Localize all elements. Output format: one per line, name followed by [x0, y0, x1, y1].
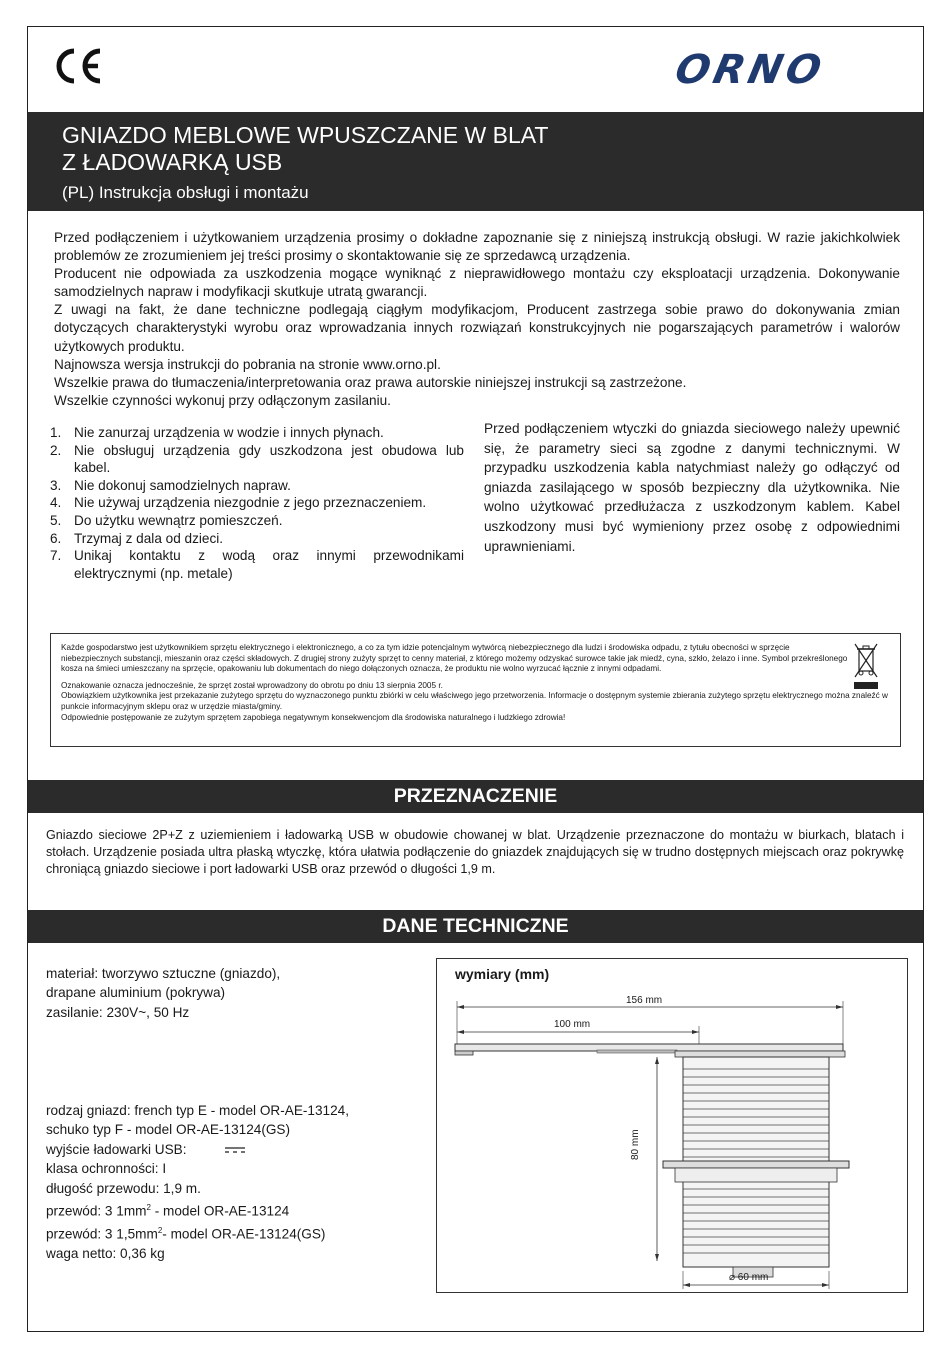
list-text: Trzymaj z dala od dzieci. [74, 530, 224, 546]
list-number: 2. [50, 442, 62, 458]
spec-wire-text: przewód: 3 1mm [46, 1203, 147, 1219]
list-item [50, 547, 464, 582]
list-text: Nie dokonuj samodzielnych napraw. [74, 477, 291, 493]
intro-text [54, 229, 900, 410]
intro-paragraph: Producent nie odpowiada za uszkodzenia mogące wyniknąć z nieprawidłowego montażu czy eksploatacji urządzenia. Dokonywanie samodzielnych napraw i modyfikacji skutkuje utratą gwarancji. [54, 266, 900, 300]
spec-weight: waga netto: 0,36 kg [46, 1245, 165, 1261]
list-item [50, 530, 464, 548]
intro-paragraph: Z uwagi na fakt, że dane techniczne podlegają ciągłym modyfikacjom, Producent zastrzega sobie prawo do dokonywania zmian dotyczących charakterystyki wyrobu oraz wprowadzania innych rozwiązań konstrukcyjnych nie pogarszających parametrów i walorów użytkowych produktu. [54, 302, 900, 354]
purpose-text: Gniazdo sieciowe 2P+Z z uziemieniem i ładowarką USB w obudowie chowanej w blat. Urządzenie przeznaczone do montażu w biurkach, blatach i stołach. Urządzenie posiada ultra płaską wtyczkę, która ułatwia podłączenie do gniazdek znajdujących się w trudno dostępnych miejscach oraz pokrywkę chroniącą gniazdo sieciowe i port ładowarki USB oraz przewód o długości 1,9 m. [46, 828, 904, 876]
list-item [50, 424, 464, 442]
weee-paragraph: Oznakowanie oznacza jednocześnie, że sprzęt został wprowadzony do obrotu po dniu 13 sierpnia 2005 r. [61, 680, 443, 690]
intro-paragraph: Przed podłączeniem i użytkowaniem urządzenia prosimy o dokładne zapoznanie się z niniejszą instrukcją obsługi. W razie jakichkolwiek problemów ze zrozumieniem jej treści prosimy o skontaktowanie się ze sprzedawcą urządzenia. [54, 230, 900, 264]
section-heading-specs: DANE TECHNICZNE [28, 910, 923, 943]
orno-logo: ORNO [671, 47, 830, 93]
specs-group-electrical [46, 1101, 349, 1263]
spec-cable-length: długość przewodu: 1,9 m. [46, 1180, 201, 1196]
superscript: 2 [157, 1225, 163, 1235]
weee-paragraph: Obowiązkiem użytkownika jest przekazanie zużytego sprzętu do wyznaczonego punktu zbiórki w celu właściwego jego przetworzenia. Informacje o dostępnym systemie zbierania zużytego sprzętu elektrycznego można znaleźć w punkcie informacyjnym sklepu oraz w urzędzie miasta/gminy. [61, 691, 888, 711]
spec-wire-1 [46, 1198, 349, 1221]
dimensions-title: wymiary (mm) [455, 966, 550, 982]
dimension-width-inner: 100 mm [554, 1019, 591, 1030]
spec-usb-output [46, 1140, 349, 1159]
intro-paragraph: Wszelkie czynności wykonuj przy odłączonym zasilaniu. [54, 392, 391, 408]
list-item [50, 442, 464, 477]
weee-notice-box [50, 633, 901, 747]
list-number: 1. [50, 425, 62, 440]
list-text: Nie zanurzaj urządzenia w wodzie i innych płynach. [74, 425, 384, 440]
spec-line: drapane aluminium (pokrywa) [46, 985, 226, 1001]
spec-socket-type: rodzaj gniazd: french typ E - model OR-AE-13124, [46, 1103, 349, 1118]
spec-protection-class: klasa ochronności: I [46, 1161, 167, 1177]
list-item [50, 512, 464, 530]
ce-mark-icon [50, 46, 105, 86]
list-number: 7. [50, 548, 62, 564]
title-line-1: GNIAZDO MEBLOWE WPUSZCZANE W BLAT [62, 122, 549, 148]
weee-paragraph: Każde gospodarstwo jest użytkownikiem sprzętu elektrycznego i elektronicznego, a co za tym idzie potencjalnym wytwórcą niebezpiecznego dla ludzi i środowiska odpadu, z tytułu obecności w sprzęcie niebezpiecznych substancji, mieszanin oraz części składowych. Z drugiej strony zużyty sprzęt to cenny materiał, z którego możemy odzyskać surowce takie jak miedź, cyna, szkło, żelazo i inne. Symbol przekreślonego kosza na śmieci umieszczany na sprzęcie, opakowaniu lub dokumentach do niego dołączonych oznacza, że produktu nie wolno wyrzucać łącznie z innymi odpadami. [61, 643, 848, 674]
intro-paragraph: Najnowsza wersja instrukcji do pobrania na stronie www.orno.pl. [54, 356, 441, 372]
specs-group-material [46, 964, 280, 1022]
weee-paragraph: Odpowiednie postępowanie ze zużytym sprzętem zapobiega negatywnym konsekwencjom dla środowiska naturalnego i ludzkiego zdrowia! [61, 712, 566, 722]
list-item [50, 477, 464, 495]
spec-line: materiał: tworzywo sztuczne (gniazdo), [46, 966, 281, 981]
list-number: 4. [50, 495, 62, 511]
weee-notice-text [61, 643, 889, 723]
list-number: 3. [50, 477, 62, 493]
dimension-drawing [437, 959, 907, 1292]
spec-socket-type: schuko typ F - model OR-AE-13124(GS) [46, 1122, 291, 1138]
spec-wire-text: - model OR-AE-13124(GS) [162, 1226, 326, 1242]
list-text: Do użytku wewnątrz pomieszczeń. [74, 512, 283, 528]
title-line-2: Z ŁADOWARKĄ USB [62, 149, 283, 175]
dimension-height: 80 mm [630, 1129, 641, 1160]
document-subtitle: (PL) Instrukcja obsługi i montażu [62, 183, 309, 202]
document-title [62, 122, 548, 176]
list-number: 6. [50, 530, 62, 546]
spec-line: zasilanie: 230V~, 50 Hz [46, 1004, 190, 1020]
safety-rules-list [50, 424, 464, 582]
list-item [50, 494, 464, 512]
intro-paragraph: Wszelkie prawa do tłumaczenia/interpretowania oraz prawa autorskie niniejszej instrukcji są zastrzeżone. [54, 374, 687, 390]
spec-wire-2 [46, 1221, 349, 1244]
spec-wire-text: przewód: 3 1,5mm [46, 1226, 158, 1242]
title-bar [28, 112, 923, 211]
dimension-diameter: ⌀ 60 mm [729, 1272, 769, 1283]
superscript: 2 [146, 1203, 151, 1213]
list-text: Nie obsługuj urządzenia gdy uszkodzona jest obudowa lub kabel. [74, 442, 464, 476]
dc-symbol-icon [224, 1145, 246, 1155]
crossed-bin-icon [851, 641, 881, 691]
cable-warning-text: Przed podłączeniem wtyczki do gniazda sieciowego należy upewnić się, że parametry sieci są zgodne z danymi technicznymi. W przypadku uszkodzenia kabla natychmiast należy go odłączyć od gniazda zasilającego w sposób bezpieczny dla użytkownika. Nie wolno użytkować przedłużacza z uszkodzonym kablem. Kabel uszkodzony musi być wymieniony przez osobę z odpowiednimi uprawnieniami. [484, 421, 900, 554]
spec-wire-text: - model OR-AE-13124 [150, 1203, 290, 1219]
list-number: 5. [50, 512, 62, 528]
section-heading-purpose: PRZEZNACZENIE [28, 780, 923, 813]
dimension-width-total: 156 mm [626, 995, 663, 1006]
list-text: Unikaj kontaktu z wodą oraz innymi przewodnikami elektrycznymi (np. metale) [74, 548, 464, 581]
spec-usb-label: wyjście ładowarki USB: [46, 1141, 187, 1157]
list-text: Nie używaj urządzenia niezgodnie z jego przeznaczeniem. [74, 495, 427, 511]
